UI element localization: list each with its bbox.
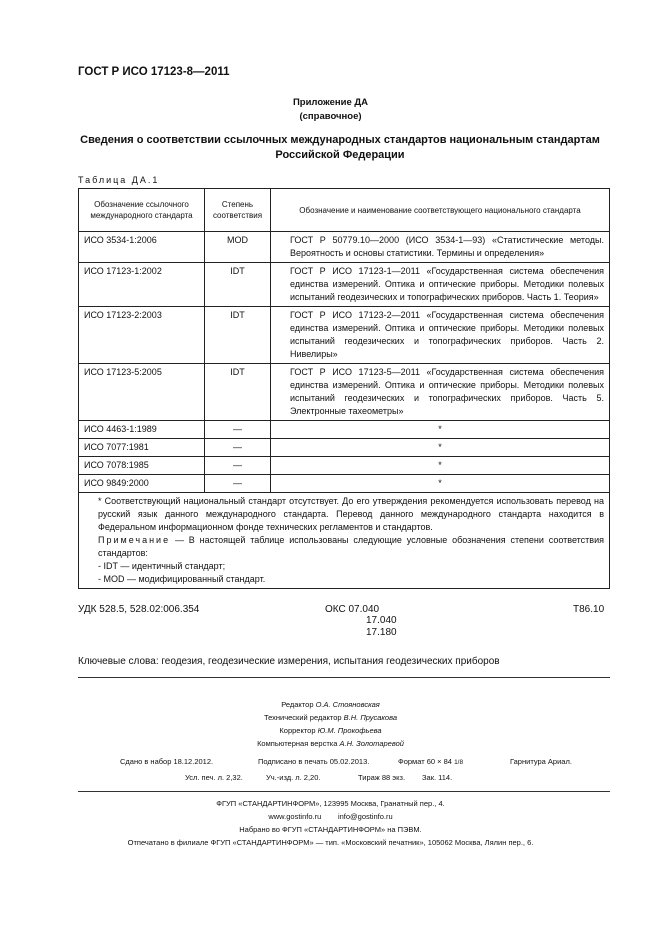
table-row xyxy=(79,439,610,457)
cell-intl: ИСО 17123-5:2005 xyxy=(79,364,205,421)
imprint-edu-sheets: Уч.-изд. л. 2,20. xyxy=(266,773,321,782)
imprint-sheets: Усл. печ. л. 2,32. xyxy=(185,773,243,782)
col-header-national: Обозначение и наименование соответствующего национального стандарта xyxy=(271,189,610,232)
cell-national xyxy=(271,364,610,421)
table-notes xyxy=(79,493,610,589)
cell-intl: ИСО 7078:1985 xyxy=(79,457,205,475)
udk-code: УДК 528.5, 528.02:006.354 xyxy=(78,604,200,615)
format-fraction: 1/8 xyxy=(454,759,464,766)
imprint-font: Гарнитура Ариал. xyxy=(510,757,572,766)
credit-name: О.А. Стояновская xyxy=(315,700,380,709)
cell-national: * xyxy=(271,457,610,475)
cell-degree: — xyxy=(205,439,271,457)
table-row xyxy=(79,232,610,263)
table-row xyxy=(79,364,610,421)
publisher-contacts xyxy=(0,810,661,823)
cell-national-text: ГОСТ Р 50779.10—2000 (ИСО 3534-1—93) «Статистические методы. Вероятность и основы статистики. Термины и определения» xyxy=(290,235,604,258)
classification-code: Т86.10 xyxy=(573,604,605,615)
credit-label: Технический редактор xyxy=(263,713,342,722)
table-row xyxy=(79,307,610,364)
cell-intl: ИСО 4463-1:1989 xyxy=(79,421,205,439)
cell-national: * xyxy=(271,439,610,457)
divider xyxy=(78,677,610,678)
table-row xyxy=(79,263,610,307)
cell-national xyxy=(271,232,610,263)
oks-code: 17.040 xyxy=(366,615,397,626)
format-label: Формат 60 × 84 xyxy=(398,757,452,766)
publisher-site-link[interactable]: www.gostinfo.ru xyxy=(268,812,322,821)
credit-proofreader xyxy=(0,724,661,737)
footnote: * Соответствующий национальный стандарт отсутствует. До его утверждения рекомендуется использовать перевод на русский язык данного международного стандарта. Перевод данного международного стандарта находится в Федеральном информационном фонде технических регламентов и стандартов. xyxy=(98,496,604,532)
section-title-line-2: Российской Федерации xyxy=(275,149,405,161)
cell-national-text: ГОСТ Р ИСО 17123-1—2011 «Государственная система обеспечения единства измерений. Оптика и оптические приборы. Методики полевых испытаний геодезических и топографических приборов. Часть 1. Теория» xyxy=(290,266,604,302)
cell-degree: — xyxy=(205,457,271,475)
cell-national-text: ГОСТ Р ИСО 17123-2—2011 «Государственная система обеспечения единства измерений. Оптика и оптические приборы. Методики полевых испытаний геодезических и топографических приборов. Часть 2. Нивелиры» xyxy=(290,310,604,359)
col-header-intl: Обозначение ссылочного международного стандарта xyxy=(79,189,205,232)
note-label: Примечание xyxy=(98,535,171,545)
publisher-block xyxy=(0,797,661,849)
table-header-row xyxy=(79,189,610,232)
imprint-print-run: Тираж 88 экз. xyxy=(358,773,406,782)
credits xyxy=(0,698,661,750)
cell-degree: MOD xyxy=(205,232,271,263)
credit-layout xyxy=(0,737,661,750)
annex-type: (справочное) xyxy=(299,111,362,122)
credit-label: Корректор xyxy=(279,726,316,735)
cell-degree: IDT xyxy=(205,364,271,421)
table-row xyxy=(79,457,610,475)
legend-idt: - IDT — идентичный стандарт; xyxy=(98,561,226,571)
credit-tech-editor xyxy=(0,711,661,724)
table-row xyxy=(79,421,610,439)
oks-code: 07.040 xyxy=(348,604,380,615)
table-notes-row xyxy=(79,493,610,589)
cell-national xyxy=(271,263,610,307)
credit-editor xyxy=(0,698,661,711)
imprint-typeset: Сдано в набор 18.12.2012. xyxy=(120,757,214,766)
document-code: ГОСТ Р ИСО 17123-8—2011 xyxy=(78,66,230,78)
credit-label: Редактор xyxy=(281,700,314,709)
imprint-format xyxy=(398,757,463,766)
credit-name: В.Н. Прусакова xyxy=(343,713,398,722)
col-header-degree: Степень соответствия xyxy=(205,189,271,232)
imprint-signed: Подписано в печать 05.02.2013. xyxy=(258,757,370,766)
legend-mod: - MOD — модифицированный стандарт. xyxy=(98,574,266,584)
credit-name: Ю.М. Прокофьева xyxy=(317,726,382,735)
cell-national-text: ГОСТ Р ИСО 17123-5—2011 «Государственная система обеспечения единства измерений. Оптика и оптические приборы. Методики полевых испытаний геодезических и топографических приборов. Часть 5. Электронные тахеометры» xyxy=(290,367,604,416)
section-title xyxy=(70,133,610,163)
correspondence-table xyxy=(78,188,610,589)
divider xyxy=(78,791,610,792)
publisher-typeset: Набрано во ФГУП «СТАНДАРТИНФОРМ» на ПЭВМ. xyxy=(239,825,422,834)
cell-degree: — xyxy=(205,421,271,439)
oks-label: ОКС xyxy=(325,604,346,615)
note xyxy=(84,534,604,560)
cell-intl: ИСО 7077:1981 xyxy=(79,439,205,457)
cell-national: * xyxy=(271,421,610,439)
table-row xyxy=(79,475,610,493)
annex-title: Приложение ДА xyxy=(292,97,369,108)
keywords: Ключевые слова: геодезия, геодезические измерения, испытания геодезических приборов xyxy=(78,656,500,667)
cell-degree: IDT xyxy=(205,307,271,364)
note-text: — В настоящей таблице использованы следующие условные обозначения степени соответствия стандартов: xyxy=(98,535,604,558)
oks-code: 17.180 xyxy=(366,627,397,638)
table-caption: Таблица ДА.1 xyxy=(78,175,160,185)
oks-line-1 xyxy=(325,604,435,615)
credit-label: Компьютерная верстка xyxy=(257,739,338,748)
publisher-printed: Отпечатано в филиале ФГУП «СТАНДАРТИНФОРМ» — тип. «Московский печатник», 105062 Москва, Лялин пер., 6. xyxy=(127,838,534,847)
cell-intl: ИСО 17123-1:2002 xyxy=(79,263,205,307)
cell-intl: ИСО 9849:2000 xyxy=(79,475,205,493)
section-title-line-1: Сведения о соответствии ссылочных международных стандартов национальным стандартам xyxy=(80,134,600,146)
cell-degree: — xyxy=(205,475,271,493)
oks-block xyxy=(325,604,435,639)
publisher-email-link[interactable]: info@gostinfo.ru xyxy=(337,812,393,821)
cell-national xyxy=(271,307,610,364)
cell-intl: ИСО 3534-1:2006 xyxy=(79,232,205,263)
publisher-address: ФГУП «СТАНДАРТИНФОРМ», 123995 Москва, Гранатный пер., 4. xyxy=(216,799,445,808)
imprint-order: Зак. 114. xyxy=(422,773,453,782)
credit-name: А.Н. Золотаревой xyxy=(339,739,404,748)
cell-intl: ИСО 17123-2:2003 xyxy=(79,307,205,364)
cell-national: * xyxy=(271,475,610,493)
cell-degree: IDT xyxy=(205,263,271,307)
